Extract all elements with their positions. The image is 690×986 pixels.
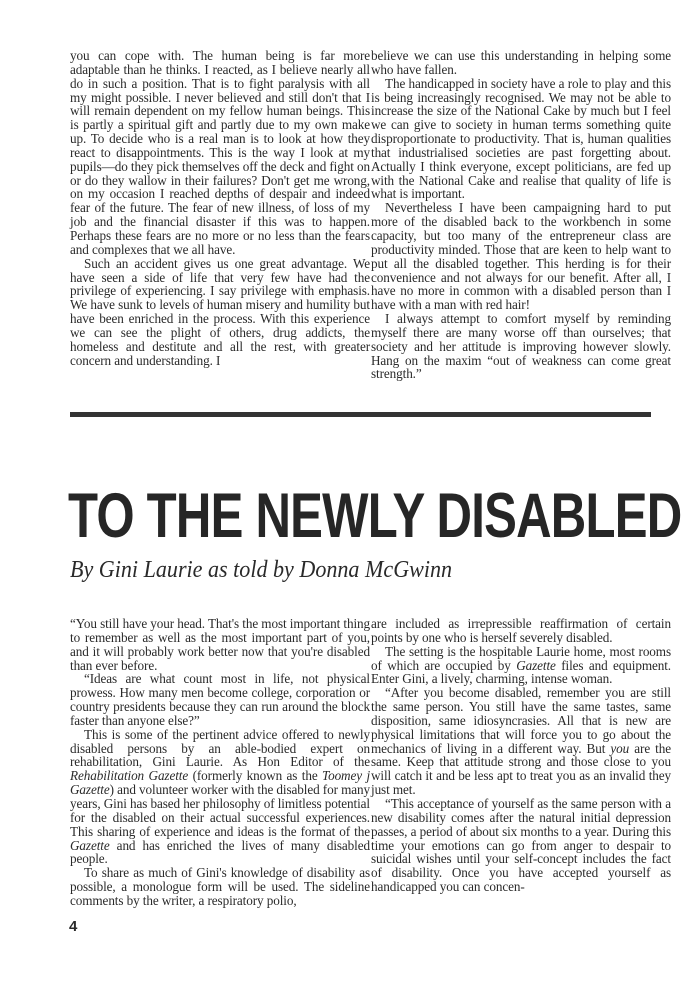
paragraph bbox=[70, 728, 370, 866]
publication-title: Gazette bbox=[516, 657, 556, 673]
article-headline: TO THE NEWLY DISABLED bbox=[68, 481, 682, 551]
text-run: are the same. Keep that attitude strong and those close to you will catch it and be less apt to treat you as an invalid they just met. bbox=[371, 740, 671, 798]
paragraph: To share as much of Gini's knowledge of disability as possible, a monologue form will be used. The sideline comments by the writer, a respiratory polio, bbox=[70, 865, 370, 908]
publication-title: Gazette bbox=[70, 837, 110, 853]
paragraph: “This acceptance of yourself as the same person with a new disability comes after the natural initial depression passes, a period of about six months to a year. During this time your emotions can go from anger to despair to suicidal wishes until your self-concept includes the fact of disability. Once you have accepted yourself as handicapped you can concen- bbox=[371, 795, 671, 895]
text-run: This is some of the pertinent advice offered to newly disabled persons by an able-bodied expert on rehabilitation, Gini Laurie. As Hon Editor of the bbox=[70, 726, 370, 770]
paragraph: “You still have your head. That's the most important thing to remember as well as the most important part of you, and it will probably work better now that you're disabled than ever before. bbox=[70, 616, 370, 673]
text-run: “After you become disabled, remember you are still the same person. You still have the same tastes, same disposition, same idiosyncrasies. All that is new are physical limitations that will force you to go about the mechanics of living in a different way. But bbox=[371, 685, 671, 756]
paragraph: you can cope with. The human being is far more adaptable than he thinks. I reacted, as I believe nearly all do in such a position. That is to fight paralysis with all my might possible. I never believed and still don't that I will remain dependent on my fellow human beings. This is partly a spiritual gift and partly due to my own make up. To decide who is a real man is to look at how they react to disappointments. This is the way I look at my pupils—do they pick themselves off the deck and fight on or do they wallow in their failures? Don't get me wrong, on my occasion I reached depths of despair and indeed fear of the future. The fear of new illness, of loss of my job and the financial disaster if this was to happen. Perhaps these fears are no more or no less than the fears and complexes that we all have. bbox=[70, 48, 370, 257]
text-run: ) and volunteer worker with the disabled for many years, Gini has based her philosophy of limitless potential for the disabled on their actual successful experiences. This sharing of experience and ideas is the format of the bbox=[70, 782, 370, 839]
previous-article-right-column bbox=[371, 49, 671, 381]
paragraph: I always attempt to comfort myself by reminding myself there are many worse off than ourselves; that society and her attitude is improving however slowly. Hang on the maxim “out of weakness can come great strength.” bbox=[371, 311, 671, 382]
text-run: (formerly known as the bbox=[188, 768, 323, 784]
article-right-column bbox=[371, 617, 671, 894]
publication-title: Toomey j Gazette bbox=[70, 768, 371, 798]
text-run: The setting is the hospitable Laurie home, most rooms of which are occupied by bbox=[371, 643, 671, 673]
emphasis: you bbox=[610, 740, 630, 756]
paragraph: are included as irrepressible reaffirmation of certain points by one who is herself severely disabled. bbox=[371, 616, 671, 645]
text-run: and has enriched the lives of many disabled people. bbox=[70, 837, 370, 867]
paragraph: Nevertheless I have been campaigning hard to put more of the disabled back to the workbench in some capacity, but too many of the entrepreneur class are productivity minded. Those that are keen to help want to put all the disabled together. This herding is for their convenience and not always for our benefit. After all, I have no more in common with a disabled person than I have with a man with red hair! bbox=[371, 200, 671, 313]
paragraph: believe we can use this understanding in helping some who have fallen. bbox=[371, 48, 671, 77]
article-left-column bbox=[70, 617, 370, 908]
text-run: files and equipment. Enter Gini, a lively, charming, intense woman. bbox=[371, 657, 671, 687]
previous-article-left-column bbox=[70, 49, 370, 367]
paragraph: “Ideas are what count most in life, not physical prowess. How many men become college, corporation or country presidents because they can run around the block faster than anyone else?” bbox=[70, 671, 370, 728]
article-byline: By Gini Laurie as told by Donna McGwinn bbox=[70, 557, 453, 583]
paragraph: Such an accident gives us one great advantage. We have seen a side of life that very few have had the privilege of experiencing. I say privilege with emphasis. We have sunk to levels of human misery and humility but have been enriched in the process. With this experience we can see the plight of others, drug addicts, the homeless and destitute and all the rest, with greater concern and understanding. I bbox=[70, 255, 370, 368]
page-number: 4 bbox=[69, 918, 78, 935]
paragraph bbox=[371, 645, 671, 687]
paragraph: The handicapped in society have a role to play and this is being increasingly recognised. We may not be able to increase the size of the National Cake by much but I feel we can give to society in human terms something quite disproportionate to productivity. That is, human qualities that industrialised societies are past forgetting about. Actually I think everyone, except politicians, are fed up with the National Cake and realise that quality of life is what is important. bbox=[371, 75, 671, 202]
paragraph bbox=[371, 686, 671, 797]
section-divider-rule bbox=[70, 412, 651, 417]
publication-title: Rehabilitation Gazette bbox=[70, 768, 189, 784]
